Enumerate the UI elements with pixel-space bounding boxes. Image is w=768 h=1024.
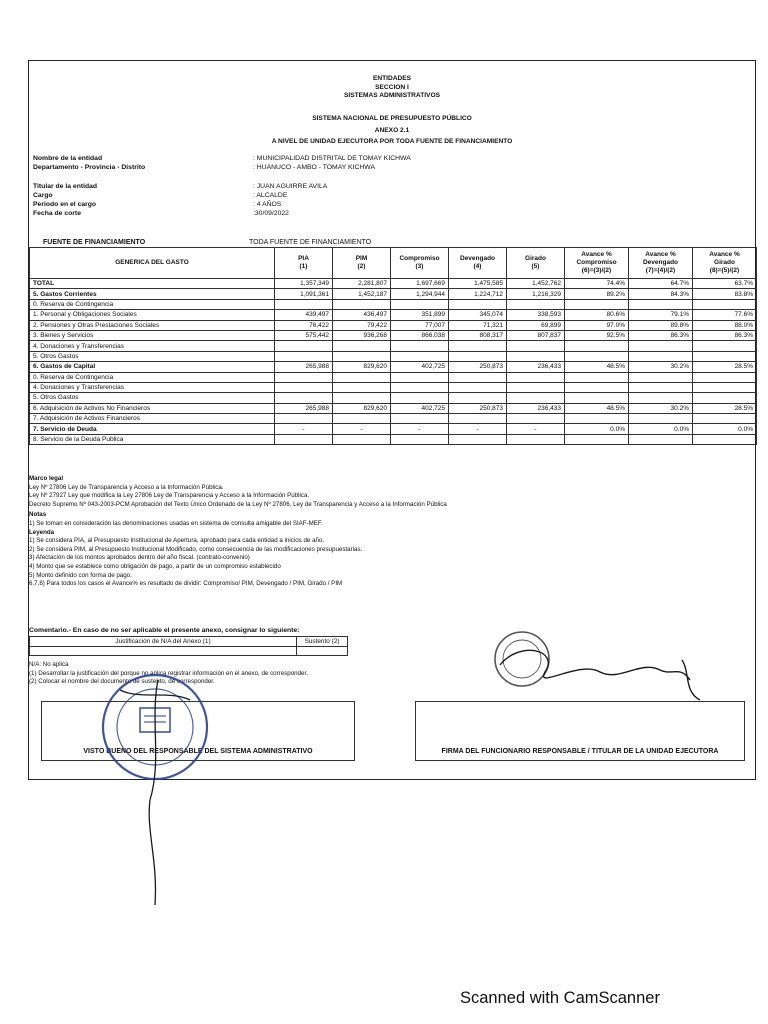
- cell-gir: 1,216,329: [507, 289, 565, 299]
- table-row: [30, 299, 757, 309]
- cell-gir: [507, 299, 565, 309]
- cell-pia: 1,357,349: [275, 279, 333, 289]
- cell-ac: 89.2%: [565, 289, 629, 299]
- cell-gir: [507, 393, 565, 403]
- column-header-line: PIA: [298, 255, 309, 262]
- department-value: : HUANUCO - AMBO - TOMAY KICHWA: [253, 164, 375, 171]
- cell-ac: 92.5%: [565, 330, 629, 340]
- cell-pim: [333, 393, 391, 403]
- anexo-subtitle: A NIVEL DE UNIDAD EJECUTORA POR TODA FUENTE DE FINANCIAMIENTO: [271, 138, 513, 145]
- cell-pia: [275, 382, 333, 392]
- marco-line: Decreto Supremo Nº 043-2003-PCM Aprobación del Texto Único Ordenado de la Ley Nº 27806, Ley de Transparencia y Acceso a la Información Pública: [29, 500, 447, 508]
- cell-dev: [449, 341, 507, 351]
- column-header: [333, 248, 391, 279]
- cell-pim: 829,620: [333, 403, 391, 413]
- table-row: [30, 351, 757, 361]
- leyenda-line: 4) Monto que se establece como obligación de pago, a partir de un compromiso establecido: [29, 562, 281, 570]
- cell-comp: [391, 341, 449, 351]
- na-line: (1) Desarrollar la justificación del porque no aplica registrar información en el anexo, de corresponder.: [29, 669, 308, 677]
- cell-pia: 1,091,361: [275, 289, 333, 299]
- cell-comp: 351,899: [391, 310, 449, 320]
- cell-dev: [449, 393, 507, 403]
- marco-line: Ley Nº 27927 Ley que modifica la Ley 27806 Ley de Transparencia y Acceso a la Información Pública.: [29, 492, 310, 500]
- cell-ac: [565, 434, 629, 444]
- cell-pim: 936,268: [333, 330, 391, 340]
- cell-ac: [565, 393, 629, 403]
- cell-ad: 86.3%: [629, 330, 693, 340]
- cell-ag: [693, 393, 757, 403]
- cell-comp: [391, 372, 449, 382]
- column-header: [449, 248, 507, 279]
- row-label: 4. Donaciones y Transferencias: [30, 382, 275, 392]
- cell-ad: [629, 372, 693, 382]
- table-row: [30, 382, 757, 392]
- cell-ad: 30.2%: [629, 362, 693, 372]
- cell-pim: -: [333, 424, 391, 434]
- leyenda-line: 5) Monto definido con forma de pago.: [29, 571, 132, 579]
- cell-ag: [693, 299, 757, 309]
- entity-name-label: Nombre de la entidad: [33, 155, 103, 162]
- cell-pia: 575,442: [275, 330, 333, 340]
- cell-pim: [333, 434, 391, 444]
- cell-ag: 86.3%: [693, 330, 757, 340]
- cell-ag: 28.5%: [693, 403, 757, 413]
- cell-pia: [275, 372, 333, 382]
- document-header: [29, 75, 755, 101]
- cargo-value: : ALCALDE: [253, 192, 288, 199]
- cell-dev: [449, 351, 507, 361]
- cell-pia: [275, 393, 333, 403]
- fuente-row: [43, 239, 423, 246]
- cell-pim: 2,281,807: [333, 279, 391, 289]
- cell-pim: [333, 372, 391, 382]
- titular-value: : JUAN AGUIRRE AVILA: [253, 183, 328, 190]
- cell-ag: 28.5%: [693, 362, 757, 372]
- cell-dev: 250,873: [449, 362, 507, 372]
- titular-label: Titular de la entidad: [33, 183, 98, 190]
- cell-ag: 88.0%: [693, 320, 757, 330]
- row-label: 7. Servicio de Deuda: [30, 424, 275, 434]
- column-header: [391, 248, 449, 279]
- column-header-line: Devengado: [642, 259, 679, 266]
- cell-ad: 64.7%: [629, 279, 693, 289]
- cell-comp: 866,038: [391, 330, 449, 340]
- cell-comp: [391, 434, 449, 444]
- cell-pim: [333, 414, 391, 424]
- cell-gir: [507, 414, 565, 424]
- column-header-line: (3): [415, 263, 424, 270]
- row-label: 5. Gastos Corrientes: [30, 289, 275, 299]
- table-row: [30, 279, 757, 289]
- marco-line: Ley Nº 27806 Ley de Transparencia y Acceso a la Información Pública.: [29, 483, 224, 491]
- cell-gir: 236,433: [507, 403, 565, 413]
- cell-pim: [333, 299, 391, 309]
- cell-ac: 0.0%: [565, 424, 629, 434]
- row-label: 5. Otros Gastos: [30, 351, 275, 361]
- row-label: 4. Donaciones y Transferencias: [30, 341, 275, 351]
- sustento-header: Sustento (2): [297, 637, 348, 647]
- system-title: SISTEMA NACIONAL DE PRESUPUESTO PÚBLICO: [312, 115, 472, 122]
- column-header-line: (5): [531, 263, 540, 270]
- cell-dev: [449, 382, 507, 392]
- row-label: 6. Gastos de Capital: [30, 362, 275, 372]
- cell-pim: [333, 382, 391, 392]
- cell-comp: -: [391, 424, 449, 434]
- justificacion-cell: [30, 646, 297, 656]
- cell-ag: [693, 351, 757, 361]
- cell-gir: 338,593: [507, 310, 565, 320]
- table-row: [30, 414, 757, 424]
- table-row: [30, 320, 757, 330]
- cell-dev: [449, 299, 507, 309]
- cell-pia: -: [275, 424, 333, 434]
- cell-dev: 71,321: [449, 320, 507, 330]
- leyenda-line: 2) Se considera PIM, al Presupuesto Institucional Modificado, como consecuencia de las modificaciones presupuestarias.: [29, 545, 363, 553]
- column-header: [565, 248, 629, 279]
- cell-ad: 0.0%: [629, 424, 693, 434]
- cell-pim: 79,422: [333, 320, 391, 330]
- cell-dev: 808,317: [449, 330, 507, 340]
- periodo-label: Periodo en el cargo: [33, 201, 97, 208]
- cell-dev: [449, 372, 507, 382]
- cell-comp: [391, 382, 449, 392]
- row-label: 7. Adquisición de Activos Financieros: [30, 414, 275, 424]
- firma-funcionario-box: [415, 701, 745, 761]
- cell-ac: [565, 341, 629, 351]
- visto-bueno-caption: VISTO BUENO DEL RESPONSABLE DEL SISTEMA ADMINISTRATIVO: [83, 748, 313, 755]
- row-label: 8. Servicio de la Deuda Publica: [30, 434, 275, 444]
- column-header-line: (4): [473, 263, 482, 270]
- cell-comp: 1,294,944: [391, 289, 449, 299]
- row-label: 3. Bienes y Servicios: [30, 330, 275, 340]
- cell-gir: 807,837: [507, 330, 565, 340]
- cell-dev: 1,224,712: [449, 289, 507, 299]
- cell-ad: [629, 299, 693, 309]
- table-row: [30, 372, 757, 382]
- anexo-title: ANEXO 2.1: [374, 126, 410, 134]
- cell-pia: 76,422: [275, 320, 333, 330]
- entity-name-value: : MUNICIPALIDAD DISTRITAL DE TOMAY KICHWA: [253, 155, 411, 162]
- cell-dev: 1,475,585: [449, 279, 507, 289]
- fecha-value: :30/09/2022: [253, 210, 289, 217]
- table-row: [30, 289, 757, 299]
- table-row: [30, 330, 757, 340]
- na-notes: [29, 661, 308, 687]
- cell-comp: 402,725: [391, 362, 449, 372]
- cell-ac: 48.5%: [565, 362, 629, 372]
- leyenda-line: 3) Afectación de los montos aprobados dentro del año fiscal. (contrato-convenio): [29, 554, 250, 562]
- table-row: [30, 424, 757, 434]
- table-row: [30, 341, 757, 351]
- justificacion-header: Justificación de N/A del Anexo (1): [30, 637, 297, 647]
- cell-ag: 83.8%: [693, 289, 757, 299]
- column-header-line: (7)=(4)/(2): [645, 267, 676, 274]
- fuente-label: FUENTE DE FINANCIAMIENTO: [43, 239, 146, 246]
- row-label: 1. Personal y Obligaciones Sociales: [30, 310, 275, 320]
- cell-ad: 84.3%: [629, 289, 693, 299]
- table-row: [30, 362, 757, 372]
- cell-ac: [565, 372, 629, 382]
- column-header-line: Compromiso: [399, 255, 440, 262]
- table-body: [30, 279, 757, 445]
- column-header-line: Girado: [525, 255, 546, 262]
- firma-funcionario-caption: FIRMA DEL FUNCIONARIO RESPONSABLE / TITULAR DE LA UNIDAD EJECUTORA: [441, 748, 719, 755]
- cell-ag: [693, 414, 757, 424]
- document-sheet: [28, 60, 756, 780]
- cell-pia: [275, 434, 333, 444]
- sustento-cell: [297, 646, 348, 656]
- column-header-line: (1): [299, 263, 308, 270]
- column-header: [30, 248, 275, 279]
- table-row: [30, 393, 757, 403]
- cell-ac: [565, 351, 629, 361]
- cell-ad: [629, 393, 693, 403]
- cell-pim: 829,620: [333, 362, 391, 372]
- cell-ad: [629, 351, 693, 361]
- cell-pia: 265,988: [275, 362, 333, 372]
- cell-dev: 345,074: [449, 310, 507, 320]
- na-line: N/A: No aplica: [29, 661, 69, 668]
- cell-gir: [507, 372, 565, 382]
- cell-pim: [333, 351, 391, 361]
- cell-pia: [275, 299, 333, 309]
- column-header-line: Avance %: [581, 251, 612, 258]
- column-header: [507, 248, 565, 279]
- fuente-value: TODA FUENTE DE FINANCIAMIENTO: [249, 239, 372, 246]
- table-row: [30, 310, 757, 320]
- cell-pia: 439,497: [275, 310, 333, 320]
- cell-dev: [449, 414, 507, 424]
- budget-table: [29, 247, 757, 445]
- column-header-line: Avance %: [645, 251, 676, 258]
- cell-ag: [693, 382, 757, 392]
- leyenda-title: Leyenda: [29, 528, 55, 536]
- cell-gir: [507, 382, 565, 392]
- cell-dev: -: [449, 424, 507, 434]
- table-row: [30, 403, 757, 413]
- comentario-label: Comentario.- En caso de no ser aplicable el presente anexo, consignar lo siguiente:: [29, 627, 300, 634]
- cell-ac: [565, 299, 629, 309]
- cell-ag: [693, 372, 757, 382]
- column-header-line: Devengado: [459, 255, 496, 262]
- column-header-line: Avance %: [709, 251, 740, 258]
- cell-ag: [693, 341, 757, 351]
- cell-ag: 63.7%: [693, 279, 757, 289]
- cell-pim: [333, 341, 391, 351]
- comentario-table: [29, 636, 348, 656]
- na-line: (2) Colocar el nombre del documento de sustento, de corresponder.: [29, 678, 215, 686]
- column-header: [693, 248, 757, 279]
- column-header-line: Compromiso: [576, 259, 617, 266]
- cell-gir: 1,452,762: [507, 279, 565, 289]
- cell-comp: [391, 393, 449, 403]
- cell-pia: [275, 341, 333, 351]
- column-header-line: PIM: [355, 255, 368, 262]
- column-header-line: Girado: [714, 259, 735, 266]
- header-line: ENTIDADES: [372, 75, 412, 82]
- notas-title: Notas: [29, 511, 47, 519]
- cell-comp: 402,725: [391, 403, 449, 413]
- cell-gir: 236,433: [507, 362, 565, 372]
- notes-section: [29, 475, 729, 589]
- cell-pim: 436,497: [333, 310, 391, 320]
- notas-line: 1) Se toman en consideración las denominaciones usadas en sistema de consulta amigable del SIAF-MEF.: [29, 519, 323, 527]
- cell-ad: 30.2%: [629, 403, 693, 413]
- periodo-value: : 4 AÑOS: [253, 201, 282, 208]
- cell-ad: [629, 341, 693, 351]
- cell-dev: 250,873: [449, 403, 507, 413]
- cell-comp: 1,697,669: [391, 279, 449, 289]
- cell-dev: [449, 434, 507, 444]
- cell-ac: 74.4%: [565, 279, 629, 289]
- table-header-row: [30, 248, 757, 279]
- column-header-line: (2): [357, 263, 366, 270]
- cell-gir: -: [507, 424, 565, 434]
- cell-comp: [391, 351, 449, 361]
- cell-ac: 80.6%: [565, 310, 629, 320]
- column-header-line: (6)=(3)/(2): [581, 267, 612, 274]
- department-label: Departamento - Provincia - Distrito: [33, 164, 146, 171]
- column-header: [629, 248, 693, 279]
- cell-pim: 1,452,187: [333, 289, 391, 299]
- column-header-line: (8)=(5)/(2): [709, 267, 740, 274]
- table-row: [30, 434, 757, 444]
- cell-comp: [391, 299, 449, 309]
- visto-bueno-box: [41, 701, 355, 761]
- row-label: 0. Reserva de Contingencia: [30, 299, 275, 309]
- row-label: 5. Otros Gastos: [30, 393, 275, 403]
- cell-pia: 265,988: [275, 403, 333, 413]
- row-label: TOTAL: [30, 279, 275, 289]
- cell-ag: 77.6%: [693, 310, 757, 320]
- cell-ac: [565, 382, 629, 392]
- cell-ad: [629, 434, 693, 444]
- column-header: [275, 248, 333, 279]
- header-line: SISTEMAS ADMINISTRATIVOS: [344, 92, 440, 100]
- leyenda-line: 1) Se considera PIA, al Presupuesto Institucional de Apertura, aprobado para cada entidad a inicios de año.: [29, 537, 325, 545]
- cell-ad: [629, 414, 693, 424]
- header-line: SECCION I: [375, 83, 409, 91]
- cell-pia: [275, 414, 333, 424]
- cell-gir: [507, 351, 565, 361]
- cell-comp: 77,007: [391, 320, 449, 330]
- marco-title: Marco legal: [29, 475, 64, 482]
- cell-ad: 79.1%: [629, 310, 693, 320]
- row-label: 6. Adquisición de Activos No Financieros: [30, 403, 275, 413]
- cell-ac: [565, 414, 629, 424]
- cargo-label: Cargo: [33, 192, 53, 199]
- cell-ac: 48.5%: [565, 403, 629, 413]
- system-title-block: [29, 113, 755, 148]
- cell-pia: [275, 351, 333, 361]
- leyenda-line: 6,7,8) Para todos los casos el Avance% es resultado de dividir: Compromiso/ PIM, Devengado / PIM, Girado / PIM: [29, 580, 343, 588]
- row-label: 2. Pensiones y Otras Prestaciones Sociales: [30, 320, 275, 330]
- cell-ag: 0.0%: [693, 424, 757, 434]
- column-header-line: GENERICA DEL GASTO: [115, 259, 189, 266]
- cell-comp: [391, 414, 449, 424]
- cell-ad: 89.8%: [629, 320, 693, 330]
- cell-ad: [629, 382, 693, 392]
- cell-ac: 97.0%: [565, 320, 629, 330]
- row-label: 0. Reserva de Contingencia: [30, 372, 275, 382]
- cell-ag: [693, 434, 757, 444]
- cell-gir: [507, 341, 565, 351]
- cell-gir: [507, 434, 565, 444]
- scanner-watermark: Scanned with CamScanner: [460, 989, 660, 1007]
- fecha-label: Fecha de corte: [33, 210, 81, 217]
- cell-gir: 69,899: [507, 320, 565, 330]
